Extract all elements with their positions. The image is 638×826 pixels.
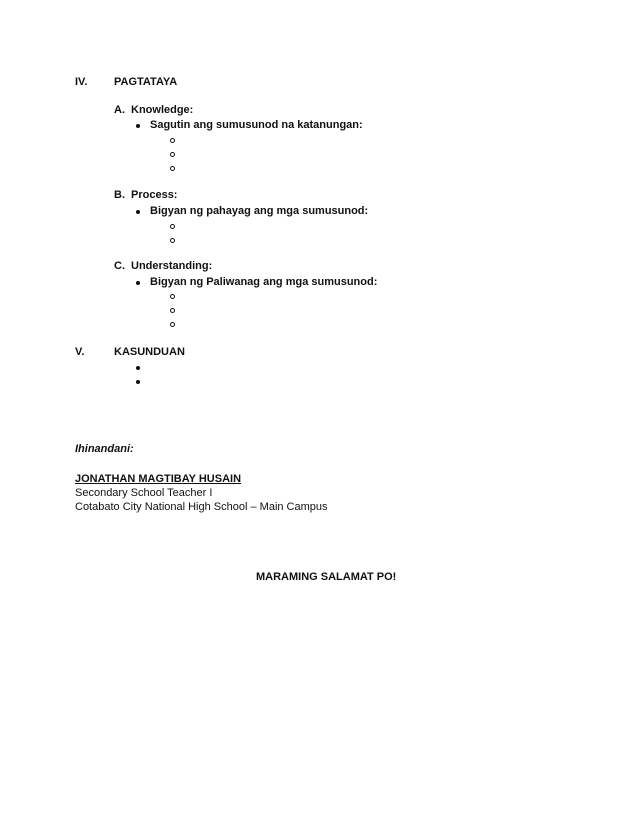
item-a-title: Knowledge:	[131, 104, 194, 116]
prepared-by-label: Ihinandani:	[75, 443, 134, 455]
section-iv-numeral: IV.	[75, 76, 88, 88]
closing-text: MARAMING SALAMAT PO!	[256, 571, 397, 583]
item-a-bullet-text: Sagutin ang sumusunod na katanungan:	[150, 119, 363, 131]
bullet-icon	[136, 124, 140, 128]
bullet-icon	[136, 281, 140, 285]
sub-bullet-icon	[170, 322, 175, 327]
item-c-bullet-text: Bigyan ng Paliwanag ang mga sumusunod:	[150, 276, 378, 288]
bullet-icon	[136, 210, 140, 214]
item-a-label: A.	[114, 104, 125, 116]
author-position: Secondary School Teacher I	[75, 487, 213, 499]
bullet-icon	[136, 366, 140, 370]
section-v-numeral: V.	[75, 346, 85, 358]
item-c-title: Understanding:	[131, 260, 213, 272]
bullet-icon	[136, 380, 140, 384]
section-v-title: KASUNDUAN	[114, 346, 185, 358]
item-b-title: Process:	[131, 189, 178, 201]
sub-bullet-icon	[170, 294, 175, 299]
item-b-label: B.	[114, 189, 125, 201]
sub-bullet-icon	[170, 238, 175, 243]
sub-bullet-icon	[170, 166, 175, 171]
sub-bullet-icon	[170, 224, 175, 229]
author-name: JONATHAN MAGTIBAY HUSAIN	[75, 473, 242, 485]
author-school: Cotabato City National High School – Main Campus	[75, 501, 328, 513]
sub-bullet-icon	[170, 152, 175, 157]
sub-bullet-icon	[170, 138, 175, 143]
section-iv-title: PAGTATAYA	[114, 76, 178, 88]
item-b-bullet-text: Bigyan ng pahayag ang mga sumusunod:	[150, 205, 369, 217]
sub-bullet-icon	[170, 308, 175, 313]
item-c-label: C.	[114, 260, 125, 272]
